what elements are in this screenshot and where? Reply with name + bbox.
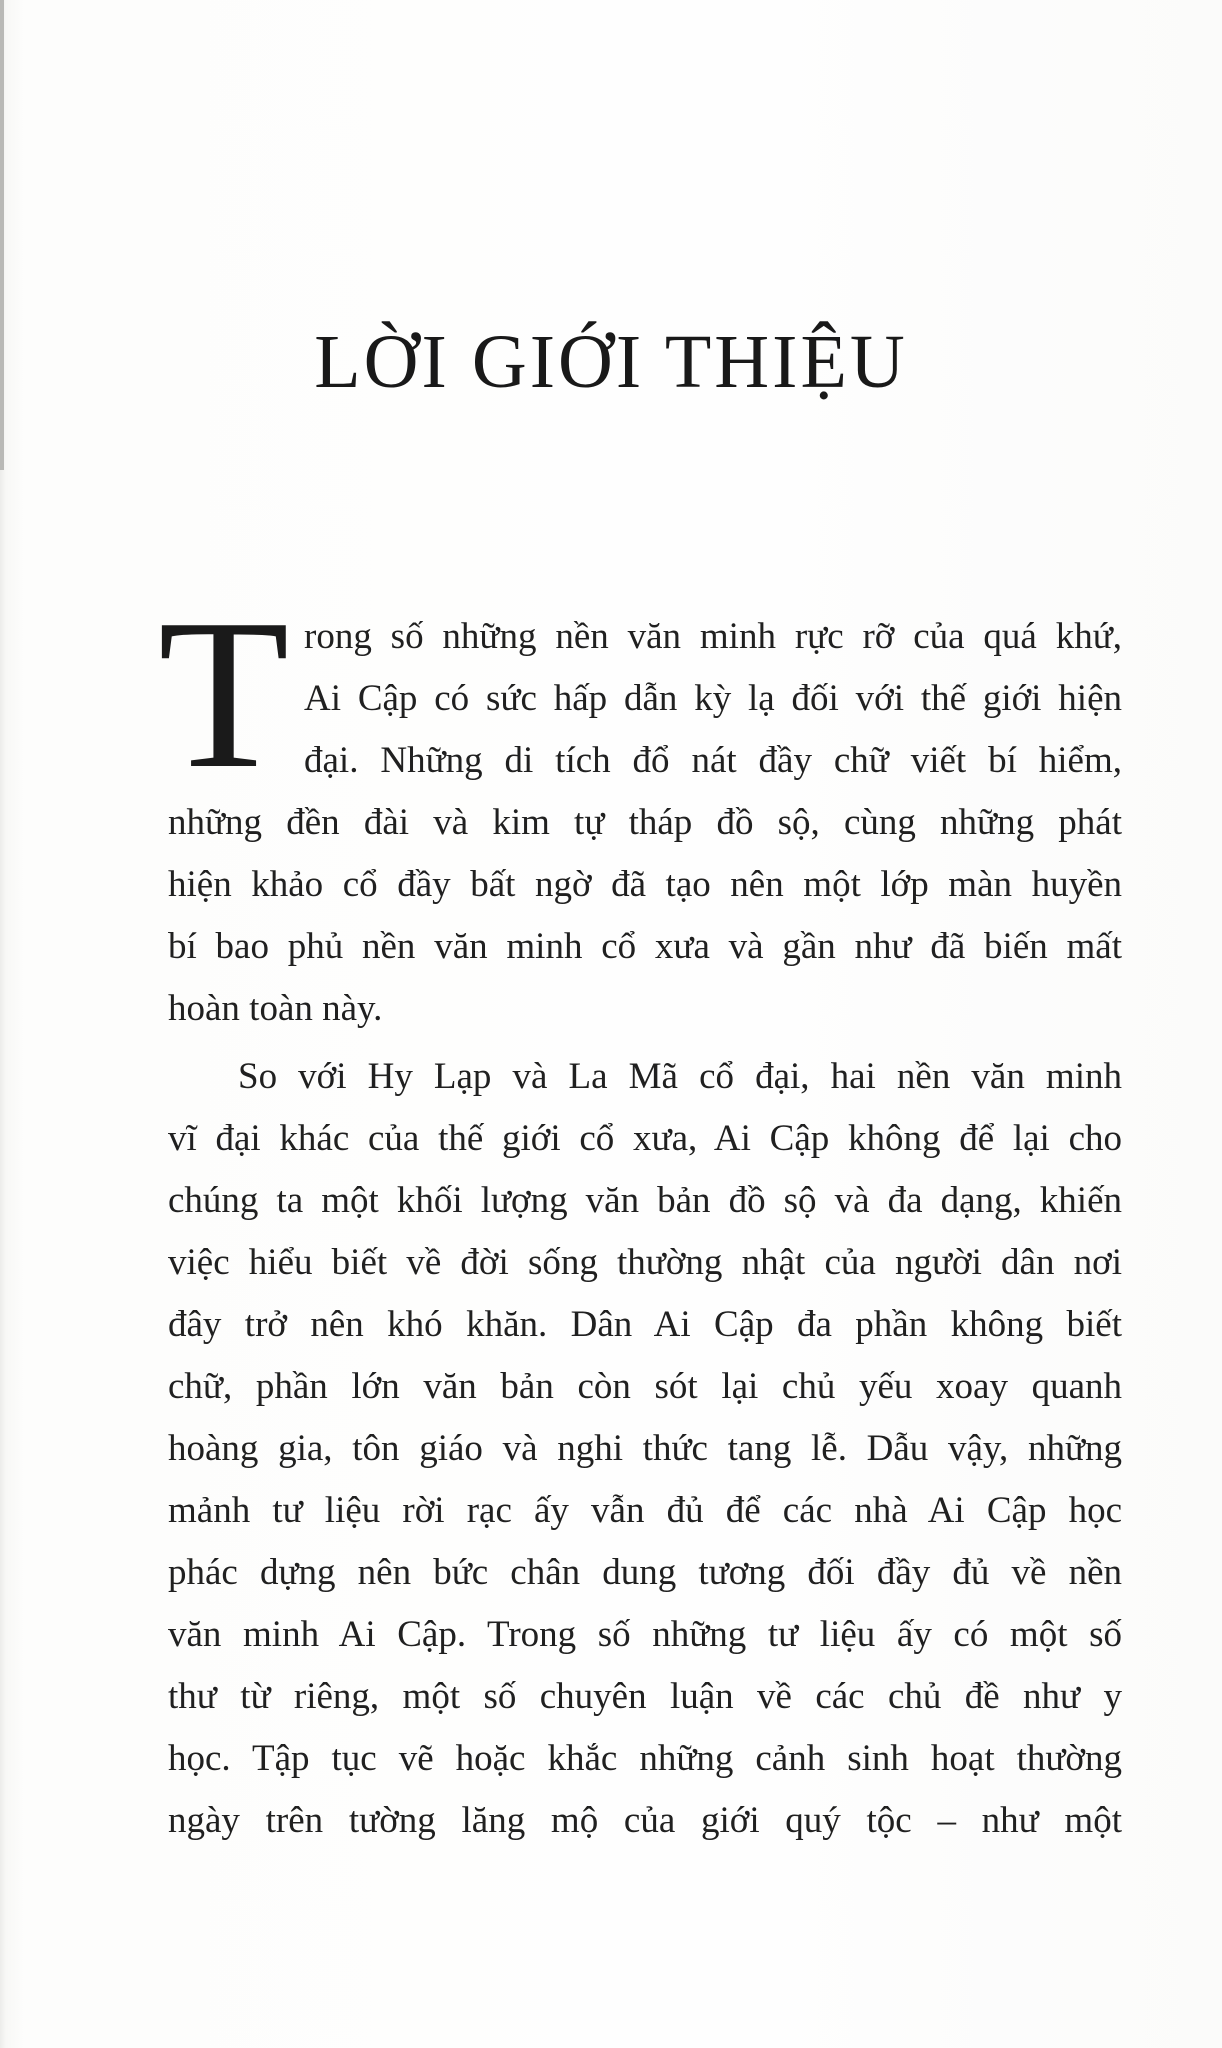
text-line: hoàn toàn này.: [168, 988, 383, 1029]
text-line: đại. Những di tích đổ nát đầy chữ viết bí hiểm,: [304, 740, 1122, 781]
text-line: những đền đài và kim tự tháp đồ sộ, cùng những phát: [168, 802, 1122, 843]
chapter-title: LỜI GIỚI THIỆU: [314, 320, 908, 404]
text-line: ngày trên tường lăng mộ của giới quý tộc – như một: [168, 1800, 1122, 1841]
text-line: hoàng gia, tôn giáo và nghi thức tang lễ. Dẫu vậy, những: [168, 1428, 1122, 1469]
drop-cap: T: [158, 574, 290, 813]
text-line: việc hiểu biết về đời sống thường nhật của người dân nơi: [168, 1242, 1122, 1283]
text-line: So với Hy Lạp và La Mã cổ đại, hai nền văn minh: [238, 1056, 1122, 1097]
body-text: [168, 606, 1122, 1852]
text-line: Ai Cập có sức hấp dẫn kỳ lạ đối với thế giới hiện: [304, 678, 1122, 719]
paragraph-1: [168, 606, 1122, 1040]
paragraph-2: [168, 1046, 1122, 1852]
text-line: hiện khảo cổ đầy bất ngờ đã tạo nên một lớp màn huyền: [168, 864, 1122, 905]
text-line: chúng ta một khối lượng văn bản đồ sộ và đa dạng, khiến: [168, 1180, 1122, 1221]
text-line: đây trở nên khó khăn. Dân Ai Cập đa phần không biết: [168, 1304, 1122, 1345]
text-line: văn minh Ai Cập. Trong số những tư liệu ấy có một số: [168, 1614, 1122, 1655]
text-line: bí bao phủ nền văn minh cổ xưa và gần như đã biến mất: [168, 926, 1122, 967]
text-line: rong số những nền văn minh rực rỡ của quá khứ,: [304, 616, 1122, 657]
text-line: vĩ đại khác của thế giới cổ xưa, Ai Cập không để lại cho: [168, 1118, 1122, 1159]
text-line: phác dựng nên bức chân dung tương đối đầy đủ về nền: [168, 1552, 1122, 1593]
text-line: học. Tập tục vẽ hoặc khắc những cảnh sinh hoạt thường: [168, 1738, 1122, 1779]
text-line: thư từ riêng, một số chuyên luận về các chủ đề như y: [168, 1676, 1122, 1717]
text-line: mảnh tư liệu rời rạc ấy vẫn đủ để các nhà Ai Cập học: [168, 1490, 1122, 1531]
text-line: chữ, phần lớn văn bản còn sót lại chủ yếu xoay quanh: [168, 1366, 1122, 1407]
